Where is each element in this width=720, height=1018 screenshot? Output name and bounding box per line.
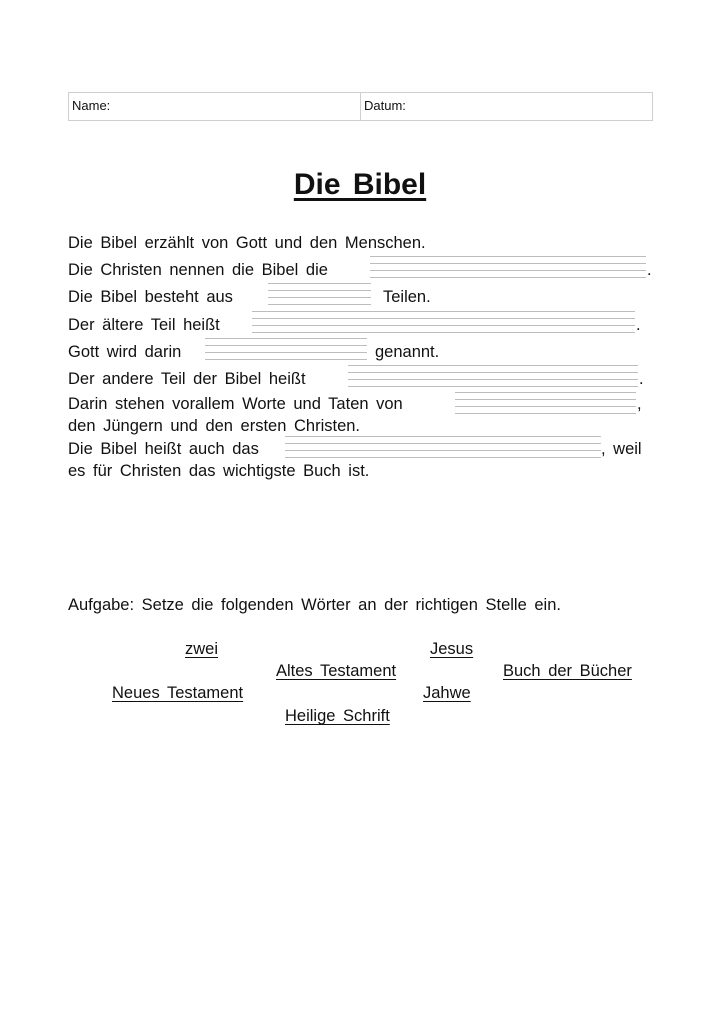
sentence-3-end: Teilen. [383,288,431,306]
page-title: Die Bibel [293,168,427,201]
sentence-1: Die Bibel erzählt von Gott und den Menschen. [68,234,426,252]
word-jesus: Jesus [430,640,474,658]
blank-3[interactable] [268,283,371,305]
blank-6[interactable] [348,365,638,387]
sentence-7: Darin stehen vorallem Worte und Taten von [68,395,403,413]
word-zwei: zwei [185,640,219,658]
date-field[interactable] [361,93,652,120]
sentence-5-end: genannt. [375,343,440,361]
word-jahwe: Jahwe [423,684,471,702]
blank-9[interactable] [285,436,601,458]
sentence-10: es für Christen das wichtigste Buch ist. [68,462,370,480]
word-neues-testament: Neues Testament [112,684,244,702]
sentence-6-end: . [639,370,644,388]
sentence-8: den Jüngern und den ersten Christen. [68,417,361,435]
blank-7[interactable] [455,392,636,414]
task-instruction: Aufgabe: Setze die folgenden Wörter an der richtigen Stelle ein. [68,596,561,614]
word-altes-testament: Altes Testament [276,662,397,680]
sentence-4: Der ältere Teil heißt [68,316,220,334]
blank-4[interactable] [252,311,635,333]
word-buch-der-buecher: Buch der Bücher [503,662,632,680]
sentence-9: Die Bibel heißt auch das [68,440,259,458]
sentence-7-end: , [637,395,642,413]
blank-2[interactable] [370,256,646,278]
sentence-2-end: . [647,261,652,279]
name-label: Name: [72,98,111,113]
sentence-4-end: . [636,316,641,334]
sentence-6: Der andere Teil der Bibel heißt [68,370,306,388]
sentence-2: Die Christen nennen die Bibel die [68,261,328,279]
name-date-header [68,92,653,121]
blank-5[interactable] [205,338,367,360]
sentence-3: Die Bibel besteht aus [68,288,233,306]
name-field[interactable] [69,93,361,120]
sentence-5: Gott wird darin [68,343,182,361]
date-label: Datum: [364,98,406,113]
word-heilige-schrift: Heilige Schrift [285,707,390,725]
sentence-9-end: , weil [601,440,642,458]
